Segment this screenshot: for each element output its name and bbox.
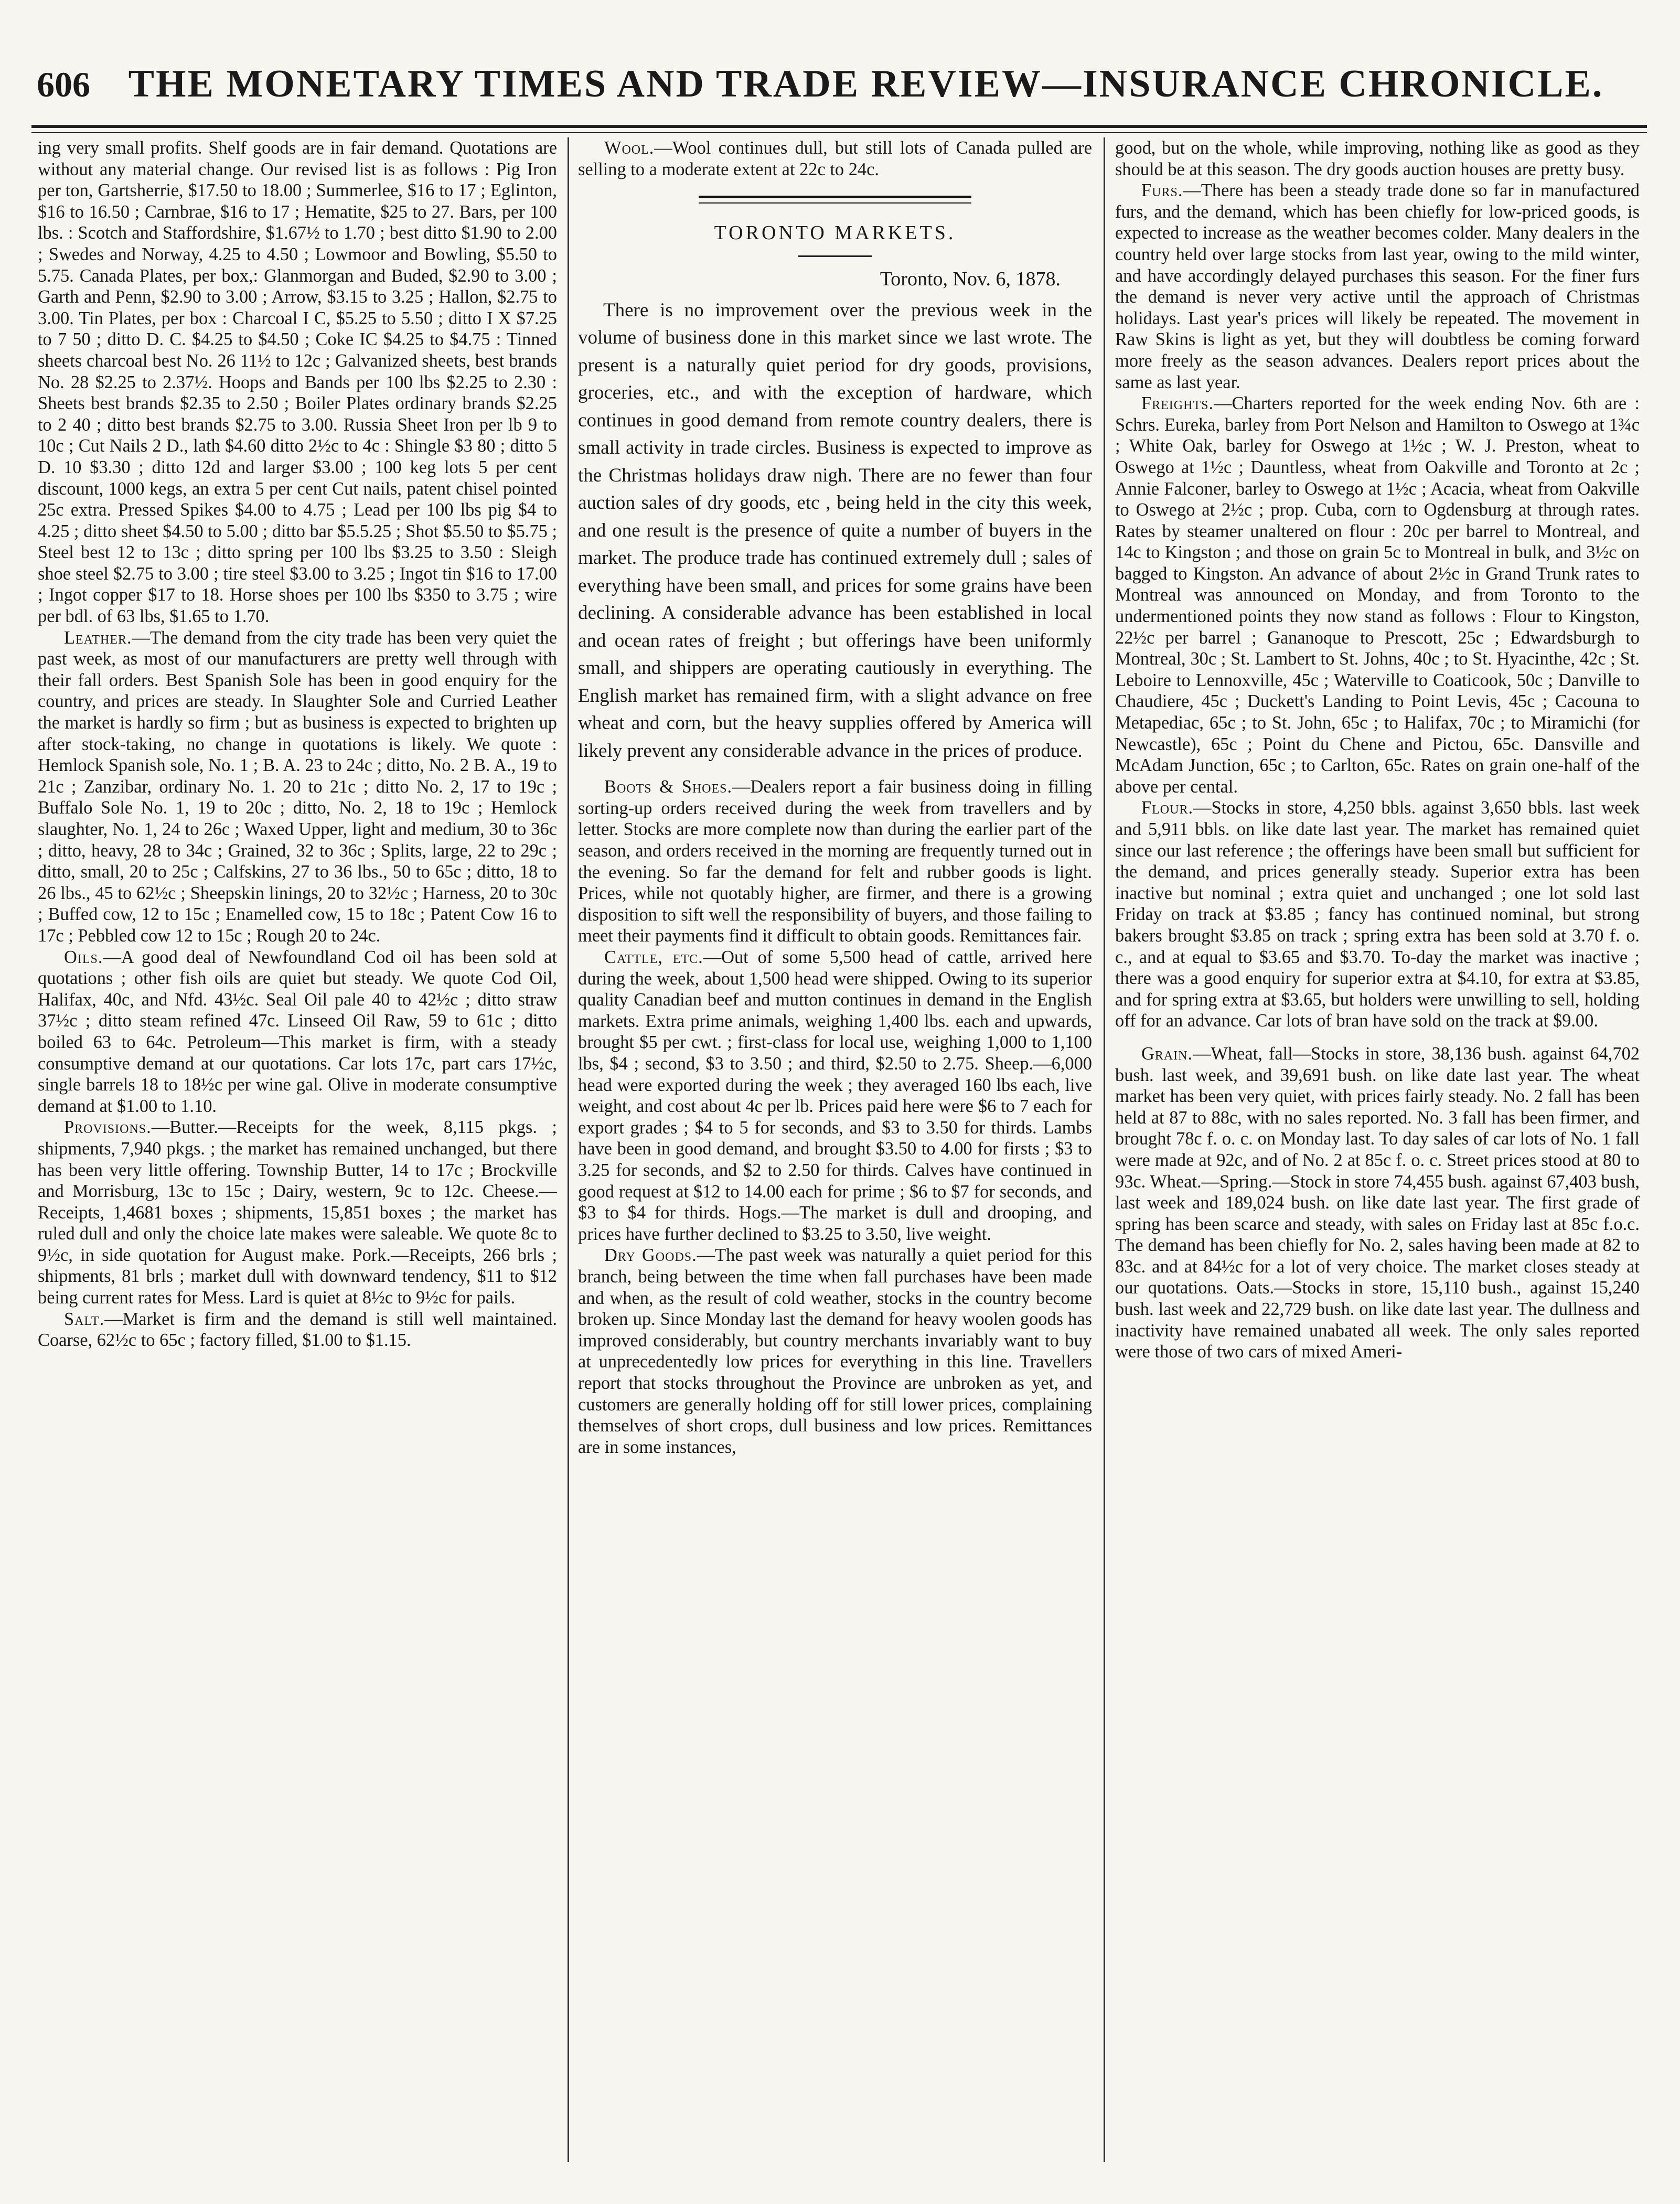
oils-paragraph <box>38 947 557 1117</box>
section-heading: Dry Goods. <box>604 1245 697 1266</box>
section-heading: Cattle, etc. <box>604 947 703 968</box>
section-heading: Flour. <box>1141 798 1194 818</box>
flour-paragraph <box>1115 797 1640 1032</box>
section-heading: Freights. <box>1141 393 1214 414</box>
leather-paragraph <box>38 627 557 947</box>
column-divider <box>568 137 569 2162</box>
freights-text: —Charters reported for the week ending Nov. 6th are : Schrs. Eureka, barley from Port Nelson and Hamilton to Oswego at 1¾c ; White Oak, barley for Oswego at 1½c ; W. J. Preston, wheat to Oswego at 1½c ; Dauntless, wheat from Oakville and Toronto at 2c ; Annie Falconer, barley to Oswego at 1½c ; Acacia, wheat from Oakville to Oswego at 2½c ; prop. Cuba, corn to Ogdensburg at through rates. Rates by steamer unaltered on flour : 20c per barrel to Montreal, and 14c to Kingston ; and those on grain 5c to Montreal in bulk, and 3½c on bagged to Kingston. An advance of about 2½c in Grand Trunk rates to Montreal was announced on Monday, and from Toronto to the undermentioned points they now stand as follows : Flour to Kingston, 22½c per barrel ; Gananoque to Prescott, 25c ; Edwardsburgh to Montreal, 30c ; St. Lambert to St. Johns, 40c ; to St. Hyacinthe, 42c ; St. Leboire to Lennoxville, 45c ; Waterville to Coaticook, 50c ; Danville to Chaudiere, 45c ; Duckett's Landing to Point Levis, 45c ; Cacouna to Metapediac, 65c ; to St. John, 65c ; to Halifax, 70c ; to Miramichi (for Newcastle), 65c ; Point du Chene and Pictou, 65c. Dansville and McAdam Junction, 65c ; to Carlton, 65c. Rates on grain one-half of the above per cental. <box>1115 393 1640 797</box>
section-title: TORONTO MARKETS. <box>714 222 956 244</box>
header-rule-thin <box>31 132 1647 133</box>
section-heading: Furs. <box>1141 180 1183 201</box>
short-rule <box>798 255 872 257</box>
column-right <box>1115 137 1640 2173</box>
section-heading: Oils. <box>64 947 103 967</box>
dateline: Toronto, Nov. 6, 1878. <box>880 268 1061 290</box>
salt-paragraph <box>38 1309 557 1351</box>
column-middle <box>578 137 1092 2173</box>
header-rule <box>31 125 1647 128</box>
dry-goods-continued: good, but on the whole, while improving, nothing like as good as they should be at this season. The dry goods auction houses are pretty busy. <box>1115 138 1640 179</box>
boots-text: —Dealers report a fair business doing in filling sorting-up orders received during the week from travellers and by letter. Stocks are more complete now than during the earlier part of the season, and orders received in the morning are frequently turned out in the evening. So far the demand for felt and rubber goods is light. Prices, while not quotably higher, are firmer, and there is a growing disposition to sift well the responsibility of buyers, and those failing to meet their payments find it difficult to obtain goods. Remittances fair. <box>578 777 1092 946</box>
cattle-paragraph <box>578 947 1092 1245</box>
salt-text: —Market is firm and the demand is still well maintained. Coarse, 62½c to 65c ; factory filled, $1.00 to $1.15. <box>38 1309 557 1351</box>
section-heading: Salt. <box>64 1309 105 1329</box>
column-divider <box>1104 137 1105 2162</box>
cattle-text: —Out of some 5,500 head of cattle, arrived here during the week, about 1,500 head were shipped. Owing to its superior quality Canadian beef and mutton continues in demand in the English markets. Extra prime animals, weighing 1,400 lbs. each and upwards, brought $5 per cwt. ; first-class for local use, weighing 1,000 to 1,100 lbs, $4 ; second, $3 to 3.50 ; and third, $2.50 to 2.75. Sheep.—6,000 head were exported during the week ; they averaged 160 lbs each, live weight, and cost about 4c per lb. Prices paid here were $6 to 7 each for export grades ; $4 to 5 for seconds, and $3 to 3.50 for thirds. Lambs have been in good demand, and brought $3.50 to 4.00 for firsts ; $3 to 3.25 for seconds, and $2 to 2.50 for thirds. Calves have continued in good request at $12 to 14.00 each for prime ; $6 to $7 for seconds, and $3 to $4 for thirds. Hogs.—The market is dull and drooping, and prices have further declined to $3.25 to 3.50, live weight. <box>578 947 1092 1244</box>
column-left <box>38 137 557 2173</box>
provisions-paragraph <box>38 1117 557 1308</box>
iron-market-paragraph: ing very small profits. Shelf goods are in fair demand. Quotations are without any material change. Our revised list is as follows : Pig Iron per ton, Gartsherrie, $17.50 to 18.00 ; Summerlee, $16 to 17 ; Eglinton, $16 to 16.50 ; Carnbrae, $16 to 17 ; Hematite, $25 to 27. Bars, per 100 lbs. : Scotch and Staffordshire, $1.67½ to 1.70 ; best ditto $1.90 to 2.00 ; Swedes and Norway, 4.25 to 4.50 ; Lowmoor and Bowling, $5.50 to 5.75. Canada Plates, per box,: Glanmorgan and Buded, $2.90 to 3.00 ; Garth and Penn, $2.90 to 3.00 ; Arrow, $3.15 to 3.25 ; Hallon, $2.75 to 3.00. Tin Plates, per box : Charcoal I C, $5.25 to 5.50 ; ditto I X $7.25 to 7 50 ; ditto D. C. $4.25 to $4.50 ; Coke IC $4.25 to $4.75 : Tinned sheets charcoal best No. 26 11½ to 12c ; Galvanized sheets, best brands No. 28 $2.25 to 2.37½. Hoops and Bands per 100 lbs $2.25 to 2.30 : Sheets best brands $2.35 to 2.50 ; Boiler Plates ordinary brands $2.25 to 2 40 ; ditto best brands $2.75 to 3.00. Russia Sheet Iron per lb 9 to 10c ; Cut Nails 2 D., lath $4.60 ditto 2½c to 4c : Shingle $3 80 ; ditto 5 D. 10 $3.30 ; ditto 12d and larger $3.00 ; 100 keg lots 5 per cent discount, 1000 kegs, an extra 5 per cent Cut nails, patent chisel pointed 25c extra. Pressed Spikes $4.00 to 4.75 ; Lead per 100 lbs pig $4 to 4.25 ; ditto sheet $4.50 to 5.00 ; ditto bar $5.5.25 ; Shot $5.50 to $5.75 ; Steel best 12 to 13c ; ditto spring per 100 lbs $3.25 to 3.50 : Sleigh shoe steel $2.75 to 3.00 ; tire steel $3.00 to 3.25 ; Ingot tin $16 to 17.00 ; Ingot copper $17 to 18. Horse shoes per 100 lbs $350 to 3.75 ; wire per bdl. of 63 lbs, $1.65 to 1.70. <box>38 138 557 627</box>
section-heading: Wool. <box>604 138 655 158</box>
masthead-title: THE MONETARY TIMES AND TRADE REVIEW—INSURANCE CHRONICLE. <box>128 62 1604 105</box>
page-number: 606 <box>37 65 90 104</box>
section-heading: Grain. <box>1141 1043 1193 1064</box>
spacer <box>578 765 1092 776</box>
furs-paragraph <box>1115 180 1640 393</box>
freights-paragraph <box>1115 393 1640 797</box>
boots-paragraph <box>578 776 1092 947</box>
wool-paragraph <box>578 137 1092 180</box>
leather-text: —The demand from the city trade has been very quiet the past week, as most of our manufacturers are pretty well through with their fall orders. Best Spanish Sole has been in good enquiry for the country, and prices are steady. In Slaughter Sole and Curried Leather the market is hardly so firm ; but as business is expected to brighten up after stock-taking, no change in quotations is likely. We quote : Hemlock Spanish sole, No. 1 ; B. A. 23 to 24c ; ditto, No. 2 B. A., 19 to 21c ; Zanzibar, ordinary No. 1. 20 to 21c ; ditto No. 2, 17 to 19c ; Buffalo Sole No. 1, 19 to 20c ; ditto, No. 2, 18 to 19c ; Hemlock slaughter, No. 1, 24 to 26c ; Waxed Upper, light and medium, 30 to 36c ; ditto, heavy, 28 to 34c ; Grained, 32 to 36c ; Splits, large, 22 to 29c ; ditto, small, 20 to 25c ; Calfskins, 27 to 36 lbs., 50 to 65c ; ditto, 18 to 26 lbs., 45 to 62½c ; Sheepskin linings, 20 to 32½c ; Harness, 20 to 30c ; Buffed cow, 12 to 15c ; Enamelled cow, 15 to 18c ; Patent Cow 16 to 17c ; Pebbled cow 12 to 15c ; Rough 20 to 24c. <box>38 627 557 946</box>
grain-paragraph <box>1115 1043 1640 1363</box>
section-heading: Boots & Shoes. <box>604 777 733 797</box>
wool-text: —Wool continues dull, but still lots of Canada pulled are selling to a moderate extent at 22c to 24c. <box>578 138 1092 179</box>
section-heading: Leather. <box>64 627 132 648</box>
flour-text: —Stocks in store, 4,250 bbls. against 3,650 bbls. last week and 5,911 bbls. on like date last year. The market has remained quiet since our last reference ; the offerings have been small but sufficient for the demand, and prices generally steady. Superior extra has been inactive but nominal ; extra quiet and unchanged ; one lot sold last Friday on track at $3.85 ; fancy has continued nominal, but strong bakers brought $3.85 on track ; spring extra has been sold at 3.70 f. o. c., and at equal to $3.65 and $3.70. To-day the market was inactive ; there was a good enquiry for superior extra at $4.10, for extra at $3.85, and for spring extra at $3.65, but holders were unwilling to sell, holding off for an advance. Car lots of bran have sold on the track at $9.00. <box>1115 798 1640 1031</box>
market-summary <box>578 297 1092 765</box>
dry-goods-text: —The past week was naturally a quiet period for this branch, being between the time when fall purchases have been made and when, as the result of cold weather, stocks in the country become broken up. Since Monday last the demand for heavy woolen goods has improved considerably, but country merchants invariably want to buy at unprecedentedly low prices for everything in this line. Travellers report that stocks throughout the Province are unbroken as yet, and customers are generally holding off for still lower prices, complaining themselves of short crops, dull business and low prices. Remittances are in some instances, <box>578 1245 1092 1457</box>
provisions-text: —Butter.—Receipts for the week, 8,115 pkgs. ; shipments, 7,940 pkgs. ; the market has remained unchanged, but there has been very little offering. Township Butter, 14 to 17c ; Brockville and Morrisburg, 13c to 15c ; Dairy, western, 9c to 12c. Cheese.—Receipts, 1,4681 boxes ; shipments, 15,851 boxes ; the market has ruled dull and only the choice late makes were saleable. We quote 8c to 9½c, in side quotation for August make. Pork.—Receipts, 266 brls ; shipments, 81 brls ; market dull with downward tendency, $11 to $12 being current rates for Mess. Lard is quiet at 8½c to 9½c for pails. <box>38 1117 557 1308</box>
grain-text: —Wheat, fall—Stocks in store, 38,136 bush. against 64,702 bush. last week, and 39,691 bush. on like date last year. The wheat market has been very quiet, with prices fairly steady. No. 2 fall has been held at 87 to 88c, with no sales reported. No. 3 fall has been firmer, and brought 78c f. o. c. on Monday last. To day sales of car lots of No. 1 fall were made at 92c, and of No. 2 at 85c f. o. c. Street prices stood at 80 to 93c. Wheat.—Spring.—Stock in store 74,455 bush. against 67,403 bush, last week and 189,024 bush. on like date last year. The first grade of spring has been scarce and steady, with sales on Friday last at 85c f.o.c. The demand has been chiefly for No. 2, sales having been made at 82 to 83c. and at 84½c for a lot of very choice. The market closes steady at our quotations. Oats.—Stocks in store, 15,110 bush., against 15,240 bush. last week and 22,729 bush. on like date last year. The dullness and inactivity have remained unabated all week. The only sales reported were those of two cars of mixed Ameri- <box>1115 1043 1640 1362</box>
dry-goods-paragraph <box>578 1245 1092 1458</box>
section-rule <box>699 196 971 204</box>
page-header <box>37 62 1642 120</box>
section-heading: Provisions. <box>64 1117 152 1138</box>
market-summary-text: There is no improvement over the previous week in the volume of business done in this market since we last wrote. The present is a naturally quiet period for dry goods, provisions, groceries, etc., and with the exception of hardware, which continues in good demand from remote country dealers, there is small activity in trade circles. Business is expected to improve as the Christmas holidays draw nigh. There are no fewer than four auction sales of dry goods, etc , being held in the city this week, and one result is the presence of quite a number of buyers in the market. The produce trade has continued extremely dull ; sales of everything have been small, and prices for some grains have been declining. A considerable advance has been established in local and ocean rates of freight ; but offerings have been uniformly small, and shippers are operating cautiously in everything. The English market has remained firm, with a slight advance on free wheat and corn, but the heavy supplies offered by America will likely prevent any considerable advance in the prices of produce. <box>578 299 1092 762</box>
spacer <box>1115 1032 1640 1043</box>
oils-text: —A good deal of Newfoundland Cod oil has been sold at quotations ; other fish oils are quiet but steady. We quote Cod Oil, Halifax, 40c, and Nfd. 43½c. Seal Oil pale 40 to 42½c ; ditto straw 37½c ; ditto steam refined 47c. Linseed Oil Raw, 59 to 61c ; ditto boiled 63 to 64c. Petroleum—This market is firm, with a steady consumptive demand at our quotations. Car lots 17c, part cars 17½c, single barrels 18 to 18½c per wine gal. Olive in moderate consumptive demand at $1.00 to 1.10. <box>38 947 557 1116</box>
furs-text: —There has been a steady trade done so far in manufactured furs, and the demand, which has been chiefly for low-priced goods, is expected to increase as the weather becomes colder. Many dealers in the country held over large stocks from last year, owing to the mild winter, and have accordingly delayed purchases this season. For the finer furs the demand is never very active until the approach of Christmas holidays. Last year's prices will likely be repeated. The movement in Raw Skins is light as yet, but they will doubtless be coming forward more freely as the season advances. Dealers report prices about the same as last year. <box>1115 180 1640 392</box>
